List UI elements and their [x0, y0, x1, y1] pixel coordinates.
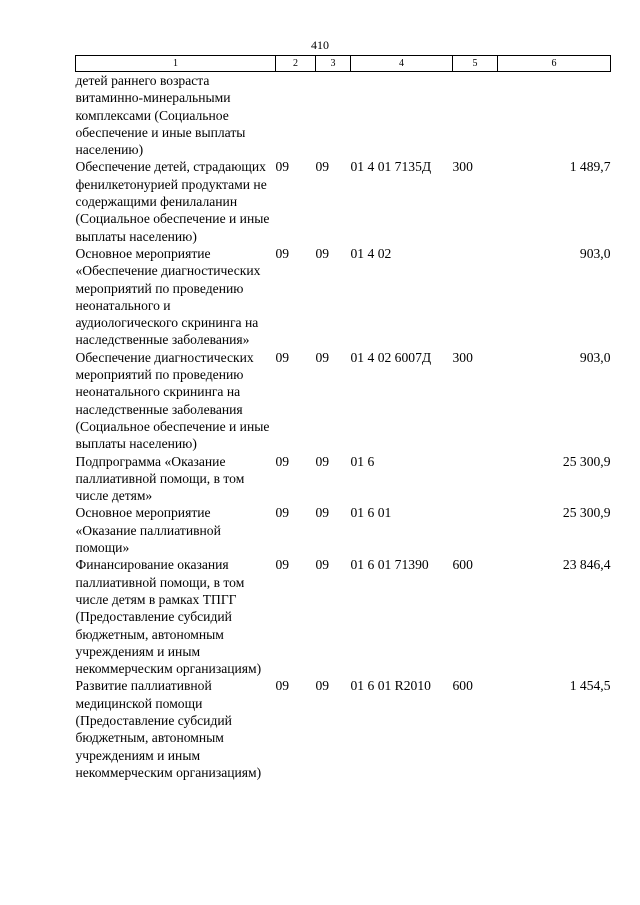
row-target-code: 01 6: [350, 453, 375, 469]
row-expense-type: [453, 72, 498, 159]
row-description: Основное мероприятие «Обеспечение диагностических мероприятий по проведению неонатального и аудиологического скрининга на наследственные заболевания»: [75, 245, 261, 348]
table-row: [76, 349, 611, 453]
row-expense-type: [453, 504, 498, 556]
row-subsection: 09: [315, 505, 330, 521]
row-section: 09: [275, 349, 290, 365]
column-header-row: [76, 56, 611, 72]
row-amount: 903,0: [579, 349, 611, 365]
row-amount: 25 300,9: [562, 505, 611, 521]
row-section: 09: [275, 159, 290, 175]
row-description: Основное мероприятие «Оказание паллиативной помощи»: [75, 505, 221, 556]
column-header-2: 2: [276, 56, 316, 72]
row-target-code: 01 6 01 71390: [350, 557, 429, 573]
row-target-code: 01 4 01 7135Д: [350, 159, 432, 175]
row-subsection: 09: [315, 159, 330, 175]
row-target-code: 01 4 02: [350, 245, 392, 261]
row-description: Развитие паллиативной медицинской помощи (Предоставление субсидий бюджетным, автономным учреждениям и иным некоммерческим организациям): [75, 678, 262, 780]
row-amount: 903,0: [579, 245, 611, 261]
row-target-code: 01 6 01: [350, 505, 392, 521]
table-row: [76, 158, 611, 244]
row-expense-type: [453, 245, 498, 349]
row-expense-type: 600: [452, 678, 473, 694]
page-number: 410: [311, 38, 329, 52]
row-subsection: 09: [315, 453, 330, 469]
table-row: [76, 245, 611, 349]
row-amount: 23 846,4: [562, 557, 611, 573]
table-row: [76, 556, 611, 677]
row-expense-type: 600: [452, 557, 473, 573]
row-section: 09: [275, 453, 290, 469]
row-subsection: [316, 72, 351, 159]
row-section: 09: [275, 245, 290, 261]
row-target-code: 01 4 02 6007Д: [350, 349, 432, 365]
row-amount: [498, 72, 611, 159]
column-header-4: 4: [351, 56, 453, 72]
row-description: Финансирование оказания паллиативной помощи, в том числе детям в рамках ТПГГ (Предоставление субсидий бюджетным, автономным учреждениям и иным некоммерческим организациям): [75, 557, 262, 677]
row-section: 09: [275, 557, 290, 573]
row-description: Подпрограмма «Оказание паллиативной помощи, в том числе детям»: [75, 453, 245, 504]
row-expense-type: 300: [452, 349, 473, 365]
table-row: [76, 72, 611, 159]
row-expense-type: 300: [452, 159, 473, 175]
row-section: 09: [275, 505, 290, 521]
row-subsection: 09: [315, 678, 330, 694]
row-amount: 1 489,7: [569, 159, 611, 175]
budget-table: [75, 55, 611, 781]
row-target-code: 01 6 01 R2010: [350, 678, 431, 694]
row-expense-type: [453, 453, 498, 505]
row-section: [276, 72, 316, 159]
row-description: Обеспечение детей, страдающих фенилкетонурией продуктами не содержащими фенилаланин (Социальное обеспечение и иные выплаты населению): [75, 159, 270, 244]
column-header-3: 3: [316, 56, 351, 72]
row-subsection: 09: [315, 349, 330, 365]
row-amount: 1 454,5: [569, 678, 611, 694]
column-header-1: 1: [76, 56, 276, 72]
row-target-code: [351, 72, 453, 159]
row-description: детей раннего возраста витаминно-минеральными комплексами (Социальное обеспечение и иные выплаты населению): [75, 73, 246, 158]
row-amount: 25 300,9: [562, 453, 611, 469]
row-description: Обеспечение диагностических мероприятий по проведению неонатального скрининга на наследственные заболевания (Социальное обеспечение и иные выплаты населению): [75, 349, 270, 452]
table-row: [76, 677, 611, 781]
column-header-6: 6: [498, 56, 611, 72]
row-subsection: 09: [315, 557, 330, 573]
row-section: 09: [275, 678, 290, 694]
column-header-5: 5: [453, 56, 498, 72]
row-subsection: 09: [315, 245, 330, 261]
table-row: [76, 453, 611, 505]
table-row: [76, 504, 611, 556]
